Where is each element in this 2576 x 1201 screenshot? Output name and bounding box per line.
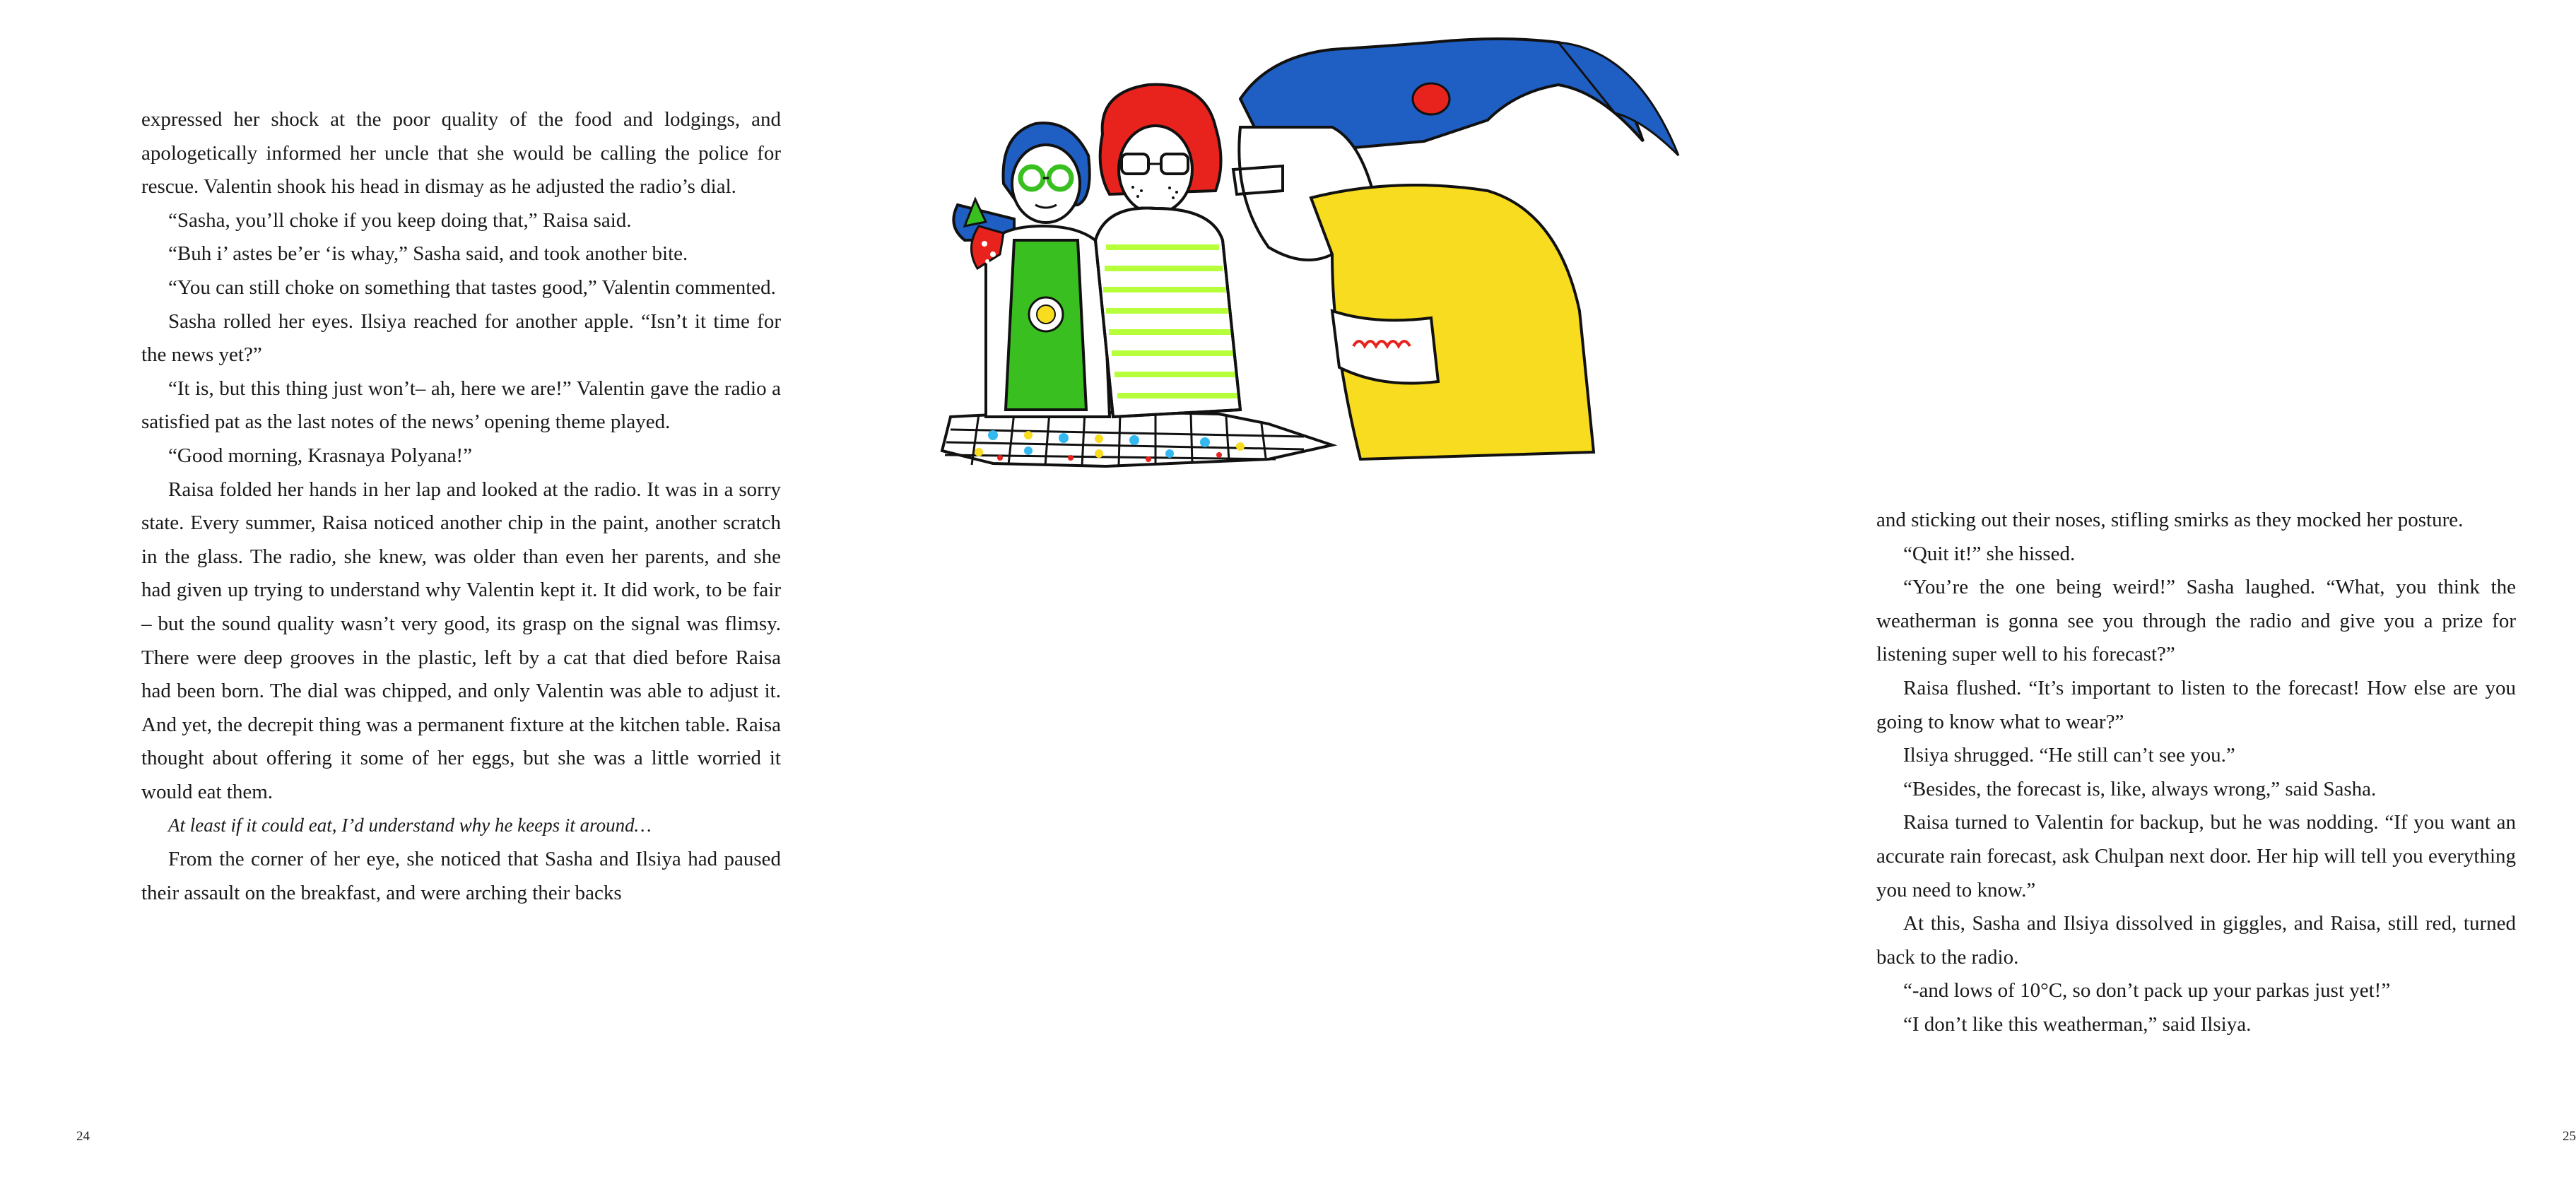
paragraph: “I don’t like this weatherman,” said Ilsiya. bbox=[1903, 1012, 2252, 1036]
paragraph: expressed her shock at the poor quality of the food and lodgings, and apologetically informed her uncle that she would be calling the police for rescue. Valentin shook his head in dismay as he adjusted the radio’s dial. bbox=[141, 108, 781, 199]
paragraph: “Good morning, Krasnaya Polyana!” bbox=[168, 444, 473, 467]
paragraph: “Besides, the forecast is, like, always wrong,” said Sasha. bbox=[1903, 777, 2377, 800]
girl-blue-hair-glasses bbox=[953, 123, 1110, 417]
paragraph: From the corner of her eye, she noticed that Sasha and Ilsiya had paused their assault on the breakfast, and were arching their backs bbox=[141, 848, 781, 904]
paragraph: “Quit it!” she hissed. bbox=[1903, 542, 2076, 565]
paragraph: and sticking out their noses, stifling smirks as they mocked her posture. bbox=[1876, 509, 2464, 531]
paragraph: Raisa folded her hands in her lap and looked at the radio. It was in a sorry state. Every summer, Raisa noticed another chip in the paint, another scratch in the glass. The radio, she knew, was older than even her parents, and she had given up trying to understand why Valentin kept it. It did work, to be fair – but the sound quality wasn’t very good, its grasp on the signal was flimsy. There were deep grooves in the plastic, left by a cat that died before Raisa had been born. The dial was chipped, and only Valentin was able to adjust it. And yet, the decrepit thing was a permanent fixture at the kitchen table. Raisa thought about offering it some of her eggs, but she was a little worried it would eat them. bbox=[141, 478, 781, 803]
paragraph: “-and lows of 10°C, so don’t pack up your parkas just yet!” bbox=[1903, 979, 2391, 1002]
girl-red-hair-glasses bbox=[1095, 85, 1240, 417]
paragraph: “You can still choke on something that tastes good,” Valentin commented. bbox=[168, 276, 776, 299]
paragraph: At least if it could eat, I’d understand why he keeps it around… bbox=[168, 815, 652, 836]
paragraph: “Buh i’ astes be’er ‘is whay,” Sasha said, and took another bite. bbox=[168, 242, 688, 266]
page-number-left: 24 bbox=[76, 1129, 90, 1144]
page-number-right: 25 bbox=[2563, 1129, 2576, 1144]
left-page bbox=[0, 0, 883, 1201]
paragraph: “You’re the one being weird!” Sasha laughed. “What, you think the weatherman is gonna see you through the radio and give you a prize for listening super well to his forecast?” bbox=[1876, 576, 2516, 666]
paragraph: Sasha rolled her eyes. Ilsiya reached for another apple. “Isn’t it time for the news yet?” bbox=[141, 309, 781, 367]
girl-blue-ponytail-yellow-shirt bbox=[1233, 39, 1678, 459]
paragraph: Raisa turned to Valentin for backup, but he was nodding. “If you want an accurate rain forecast, ask Chulpan next door. Her hip will tell you everything you need to know.” bbox=[1876, 811, 2516, 901]
left-page-text bbox=[141, 103, 781, 910]
paragraph: Ilsiya shrugged. “He still can’t see you.” bbox=[1903, 744, 2235, 767]
right-page-text bbox=[1876, 504, 2516, 1042]
paragraph: Raisa flushed. “It’s important to listen to the forecast! How else are you going to know what to wear?” bbox=[1876, 676, 2516, 733]
illustration bbox=[936, 14, 1700, 480]
paragraph: “Sasha, you’ll choke if you keep doing that,” Raisa said. bbox=[168, 208, 632, 232]
paragraph: “It is, but this thing just won’t– ah, here we are!” Valentin gave the radio a satisfied pat as the last notes of the news’ opening theme played. bbox=[141, 377, 781, 434]
tablecloth bbox=[942, 412, 1332, 466]
paragraph: At this, Sasha and Ilsiya dissolved in giggles, and Raisa, still red, turned back to the radio. bbox=[1876, 912, 2516, 969]
